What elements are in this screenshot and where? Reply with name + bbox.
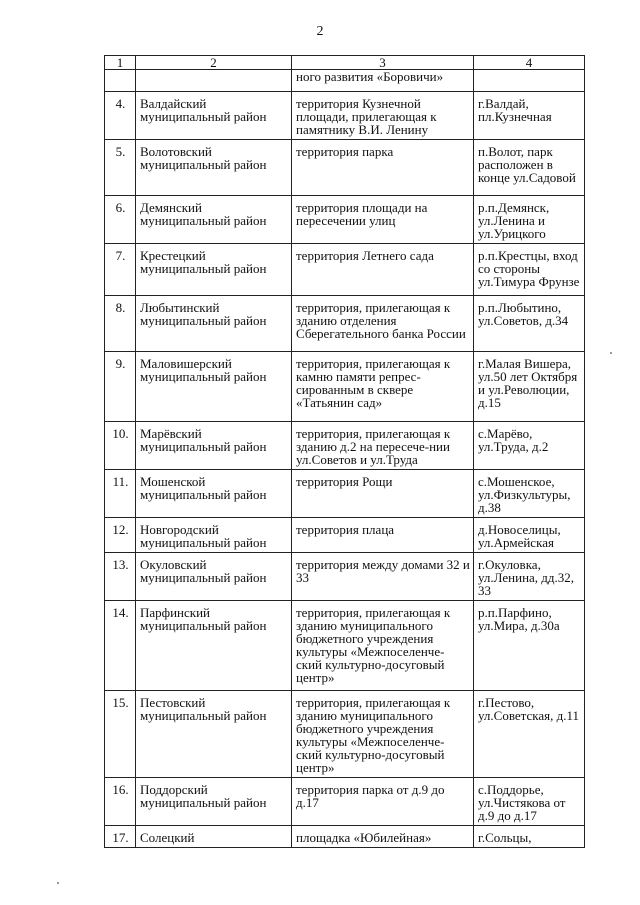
table-row <box>105 244 585 296</box>
locations-table <box>104 55 585 848</box>
district-cell: Новгородский муниципальный район <box>136 518 292 553</box>
address-cell <box>474 70 585 92</box>
table-row <box>105 92 585 140</box>
column-number-row <box>105 56 585 70</box>
row-number: 17. <box>105 826 136 848</box>
address-cell: р.п.Демянск, ул.Ленина и ул.Урицкого <box>474 196 585 244</box>
row-number: 13. <box>105 553 136 601</box>
scan-speck <box>57 882 59 884</box>
place-cell: территория парка от д.9 до д.17 <box>292 778 474 826</box>
row-number: 10. <box>105 422 136 470</box>
row-number: 16. <box>105 778 136 826</box>
address-cell: с.Марёво, ул.Труда, д.2 <box>474 422 585 470</box>
place-cell: территория плаца <box>292 518 474 553</box>
district-cell <box>136 70 292 92</box>
table-row <box>105 826 585 848</box>
table-row <box>105 470 585 518</box>
continuation-row <box>105 70 585 92</box>
place-cell: территория, прилегающая к зданию муниципального бюджетного учреждения культуры «Межпоселенче-ский культурно-досуговый центр» <box>292 601 474 691</box>
district-cell: Марёвский муниципальный район <box>136 422 292 470</box>
table-row <box>105 691 585 778</box>
district-cell: Пестовский муниципальный район <box>136 691 292 778</box>
table-row <box>105 553 585 601</box>
table-row <box>105 518 585 553</box>
page-number: 2 <box>316 24 324 39</box>
district-cell: Окуловский муниципальный район <box>136 553 292 601</box>
table-row <box>105 422 585 470</box>
row-number: 15. <box>105 691 136 778</box>
column-number: 4 <box>474 56 585 70</box>
district-cell: Мошенской муниципальный район <box>136 470 292 518</box>
address-cell: г.Валдай, пл.Кузнечная <box>474 92 585 140</box>
column-number: 2 <box>136 56 292 70</box>
address-cell: д.Новоселицы, ул.Армейская <box>474 518 585 553</box>
address-cell: р.п.Крестцы, вход со стороны ул.Тимура Фрунзе <box>474 244 585 296</box>
row-number: 12. <box>105 518 136 553</box>
column-number: 1 <box>105 56 136 70</box>
place-cell: территория между домами 32 и 33 <box>292 553 474 601</box>
address-cell: р.п.Парфино, ул.Мира, д.30а <box>474 601 585 691</box>
table-row <box>105 196 585 244</box>
table-row <box>105 352 585 422</box>
address-cell: п.Волот, парк расположен в конце ул.Садовой <box>474 140 585 196</box>
address-cell: г.Пестово, ул.Советская, д.11 <box>474 691 585 778</box>
row-number <box>105 70 136 92</box>
row-number: 8. <box>105 296 136 352</box>
table-row <box>105 140 585 196</box>
district-cell: Демянский муниципальный район <box>136 196 292 244</box>
column-number: 3 <box>292 56 474 70</box>
place-cell: территория, прилегающая к зданию муниципального бюджетного учреждения культуры «Межпоселенче-ский культурно-досуговый центр» <box>292 691 474 778</box>
row-number: 6. <box>105 196 136 244</box>
scan-speck <box>610 352 612 354</box>
row-number: 5. <box>105 140 136 196</box>
place-cell: территория, прилегающая к камню памяти репрес-сированным в сквере «Татьянин сад» <box>292 352 474 422</box>
row-number: 9. <box>105 352 136 422</box>
place-cell: территория площади на пересечении улиц <box>292 196 474 244</box>
district-cell: Крестецкий муниципальный район <box>136 244 292 296</box>
place-cell: территория Кузнечной площади, прилегающая к памятнику В.И. Ленину <box>292 92 474 140</box>
place-cell: ного развития «Боровичи» <box>292 70 474 92</box>
row-number: 4. <box>105 92 136 140</box>
place-cell: площадка «Юбилейная» <box>292 826 474 848</box>
place-cell: территория Рощи <box>292 470 474 518</box>
row-number: 11. <box>105 470 136 518</box>
district-cell: Маловишерский муниципальный район <box>136 352 292 422</box>
row-number: 7. <box>105 244 136 296</box>
district-cell: Поддорский муниципальный район <box>136 778 292 826</box>
address-cell: р.п.Любытино, ул.Советов, д.34 <box>474 296 585 352</box>
district-cell: Волотовский муниципальный район <box>136 140 292 196</box>
address-cell: г.Сольцы, <box>474 826 585 848</box>
district-cell: Парфинский муниципальный район <box>136 601 292 691</box>
district-cell: Валдайский муниципальный район <box>136 92 292 140</box>
address-cell: с.Мошенское, ул.Физкультуры, д.38 <box>474 470 585 518</box>
address-cell: с.Поддорье, ул.Чистякова от д.9 до д.17 <box>474 778 585 826</box>
address-cell: г.Окуловка, ул.Ленина, дд.32, 33 <box>474 553 585 601</box>
table-row <box>105 601 585 691</box>
table-row <box>105 296 585 352</box>
table-row <box>105 778 585 826</box>
address-cell: г.Малая Вишера, ул.50 лет Октября и ул.Революции, д.15 <box>474 352 585 422</box>
place-cell: территория Летнего сада <box>292 244 474 296</box>
place-cell: территория, прилегающая к зданию отделения Сберегательного банка России <box>292 296 474 352</box>
district-cell: Любытинский муниципальный район <box>136 296 292 352</box>
row-number: 14. <box>105 601 136 691</box>
district-cell: Солецкий <box>136 826 292 848</box>
place-cell: территория, прилегающая к зданию д.2 на пересече-нии ул.Советов и ул.Труда <box>292 422 474 470</box>
place-cell: территория парка <box>292 140 474 196</box>
